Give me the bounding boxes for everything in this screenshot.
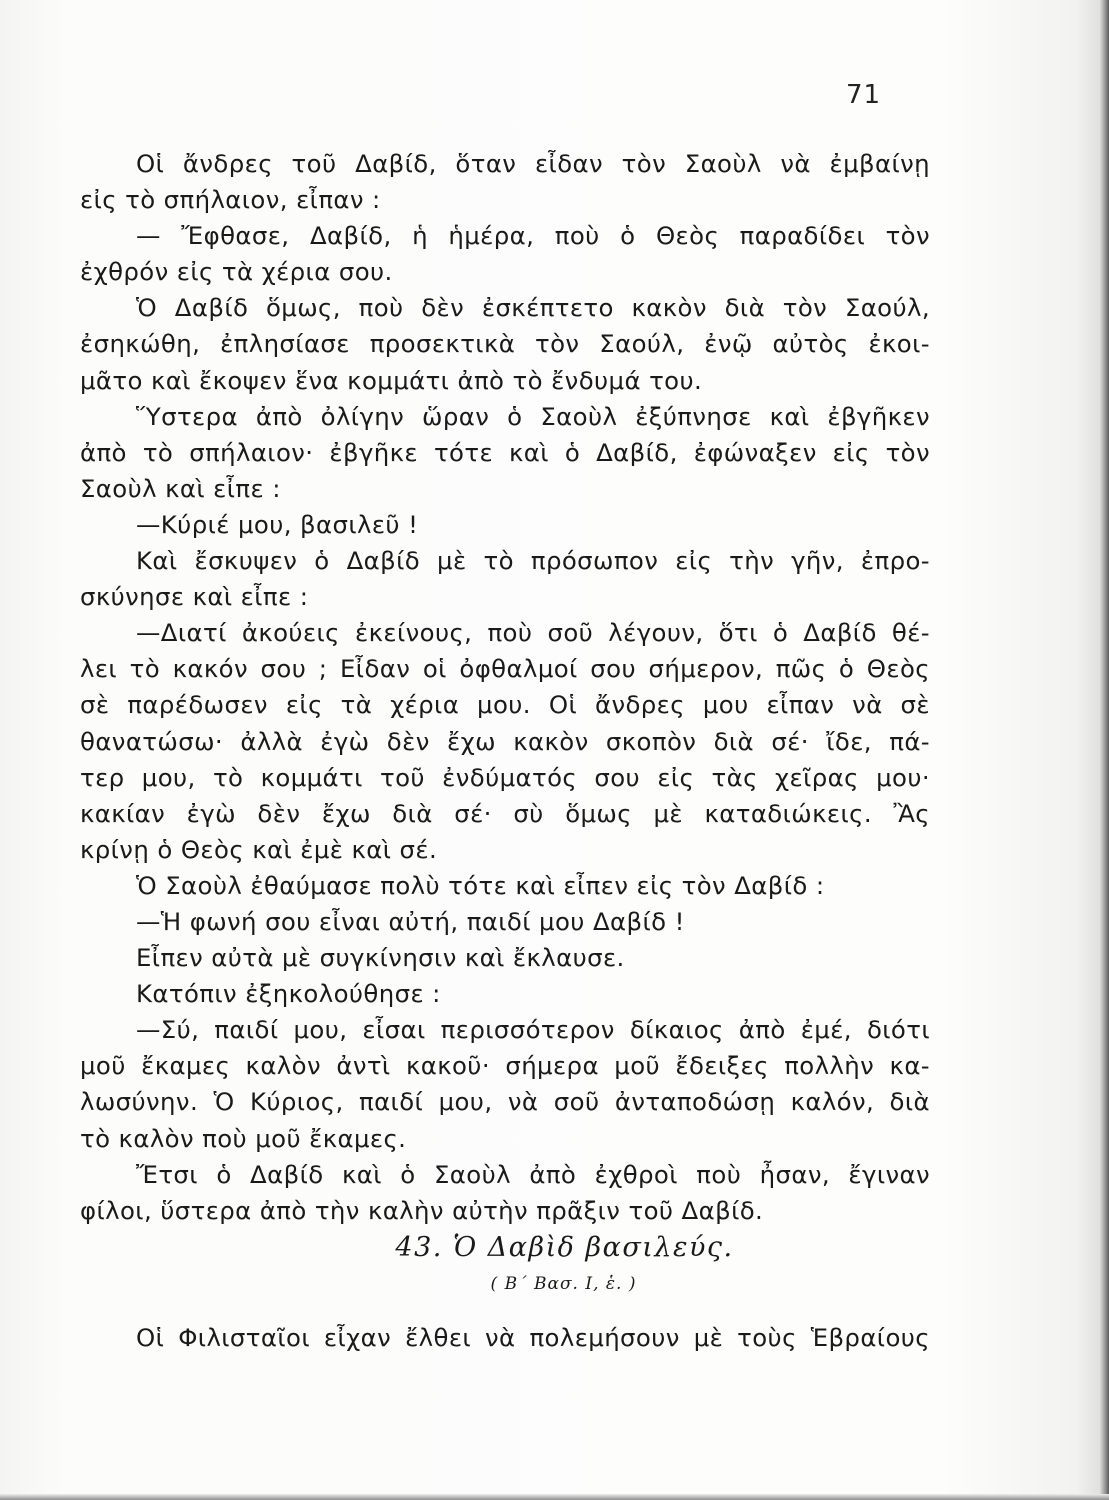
text-line: Οἱ ἄνδρες τοῦ Δαβίδ, ὅταν εἶδαν τὸν Σαοὺλ νὰ ἐμβαίνῃ — [136, 149, 930, 178]
page-edge-shadow — [1099, 0, 1109, 1500]
text-line: Ἔτσι ὁ Δαβίδ καὶ ὁ Σαοὺλ ἀπὸ ἐχθροὶ ποὺ ἦσαν, ἔγιναν — [136, 1159, 930, 1189]
text-line: μοῦ ἔκαμες καλὸν ἀντὶ κακοῦ· σήμερα μοῦ ἔδειξες πολλὴν κα- — [80, 1051, 930, 1081]
closing-text — [80, 1320, 930, 1356]
text-line: Οἱ Φιλισταῖοι εἶχαν ἔλθει νὰ πολεμήσουν μὲ τοὺς Ἑβραίους — [136, 1323, 930, 1352]
text-line: ἐχθρόν εἰς τὰ χέρια σου. — [80, 257, 393, 287]
page-number: 71 — [846, 80, 882, 110]
text-line: Ὁ Δαβίδ ὅμως, ποὺ δὲν ἐσκέπτετο κακὸν διὰ τὸν Σαούλ, — [136, 293, 930, 323]
text-line: Κατόπιν ἐξηκολούθησε : — [136, 979, 441, 1009]
section-heading: 43. Ὁ Δαβὶδ βασιλεύς. — [395, 1232, 734, 1263]
text-line: Καὶ ἔσκυψεν ὁ Δαβίδ μὲ τὸ πρόσωπον εἰς τὴν γῆν, ἐπρο- — [136, 546, 930, 576]
text-line: τὸ καλὸν ποὺ μοῦ ἔκαμες. — [80, 1123, 407, 1153]
text-line: κρίνῃ ὁ Θεὸς καὶ ἐμὲ καὶ σέ. — [80, 834, 438, 864]
text-line: — Ἔφθασε, Δαβίδ, ἡ ἡμέρα, ποὺ ὁ Θεὸς παραδίδει τὸν — [136, 221, 930, 251]
text-line: τερ μου, τὸ κομμάτι τοῦ ἐνδύματός σου εἰς τὰς χεῖρας μου· — [80, 762, 930, 792]
text-line: λωσύνην. Ὁ Κύριος, παιδί μου, νὰ σοῦ ἀνταποδώσῃ καλόν, διὰ — [80, 1087, 930, 1117]
text-line: λει τὸ κακόν σου ; Εἶδαν οἱ ὀφθαλμοί σου σήμερον, πῶς ὁ Θεὸς — [80, 654, 930, 684]
text-line: ἀπὸ τὸ σπήλαιον· ἐβγῆκε τότε καὶ ὁ Δαβίδ, ἐφώναξεν εἰς τὸν — [80, 437, 930, 467]
text-line: Εἶπεν αὐτὰ μὲ συγκίνησιν καὶ ἔκλαυσε. — [136, 943, 625, 973]
text-line: κακίαν ἐγὼ δὲν ἔχω διὰ σέ· σὺ ὅμως μὲ καταδιώκεις. Ἂς — [80, 798, 930, 828]
text-line: ἐσηκώθη, ἐπλησίασε προσεκτικὰ τὸν Σαούλ, ἐνῷ αὐτὸς ἐκοι- — [80, 329, 930, 359]
text-line: μᾶτο καὶ ἔκοψεν ἕνα κομμάτι ἀπὸ τὸ ἔνδυμά του. — [80, 365, 703, 395]
scripture-reference: ( Β΄ Βασ. Ι, ἑ. ) — [490, 1274, 637, 1294]
text-line: —Διατί ἀκούεις ἐκείνους, ποὺ σοῦ λέγουν, ὅτι ὁ Δαβίδ θέ- — [136, 618, 930, 648]
text-line: σὲ παρέδωσεν εἰς τὰ χέρια μου. Οἱ ἄνδρες μου εἶπαν νὰ σὲ — [80, 690, 930, 720]
text-line: Ὕστερα ἀπὸ ὀλίγην ὥραν ὁ Σαοὺλ ἐξύπνησε καὶ ἐβγῆκεν — [136, 401, 930, 431]
page-bottom-edge — [0, 1494, 1109, 1500]
text-line: Ὁ Σαοὺλ ἐθαύμασε πολὺ τότε καὶ εἶπεν εἰς τὸν Δαβίδ : — [136, 870, 825, 900]
text-line: —Σύ, παιδί μου, εἶσαι περισσότερον δίκαιος ἀπὸ ἐμέ, διότι — [136, 1015, 930, 1045]
text-line: θανατώσω· ἀλλὰ ἐγὼ δὲν ἔχω κακὸν σκοπὸν διὰ σέ· ἴδε, πά- — [80, 726, 930, 756]
text-line: —Ἡ φωνή σου εἶναι αὐτή, παιδί μου Δαβίδ ! — [136, 906, 685, 936]
text-line: Σαοὺλ καὶ εἶπε : — [80, 473, 281, 503]
text-line: εἰς τὸ σπήλαιον, εἶπαν : — [80, 185, 381, 215]
text-line: —Κύριέ μου, βασιλεῦ ! — [136, 509, 419, 539]
text-line: σκύνησε καὶ εἶπε : — [80, 582, 309, 612]
text-line: φίλοι, ὕστερα ἀπὸ τὴν καλὴν αὐτὴν πρᾶξιν τοῦ Δαβίδ. — [80, 1195, 764, 1225]
narrative-text — [80, 146, 930, 1229]
